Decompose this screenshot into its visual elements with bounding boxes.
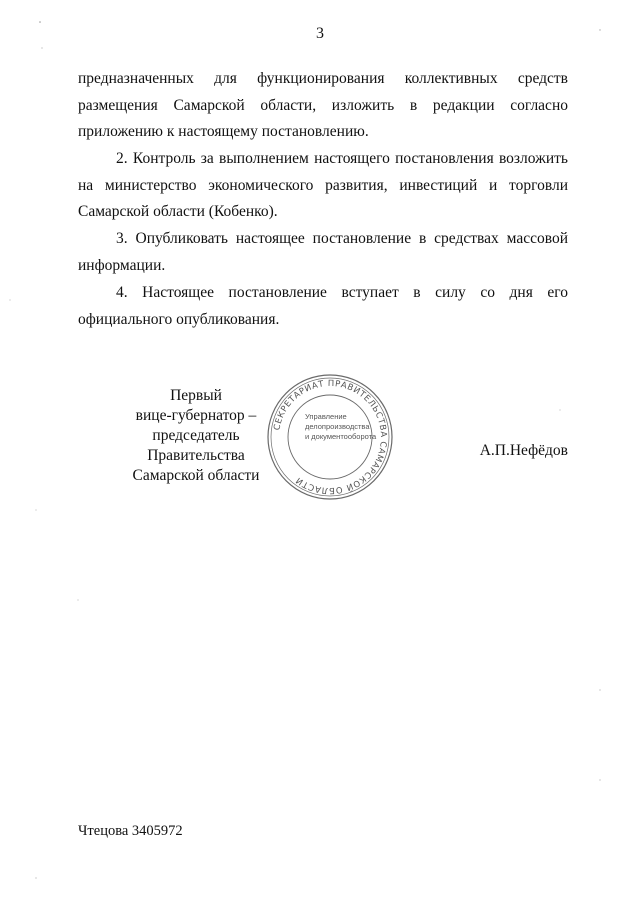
paragraph-line: информации.: [78, 256, 166, 274]
paragraph-line: 3. Опубликовать настоящее постановление в средствах массовой: [116, 230, 568, 247]
stamp-center-line: и документооборота: [305, 432, 377, 441]
executor-footer: Чтецова 3405972: [78, 823, 183, 839]
stamp-ring-text: СЕКРЕТАРИАТ ПРАВИТЕЛЬСТВА САМАРСКОЙ ОБЛАСТИ: [272, 378, 389, 496]
signer-title-line: председатель Правительства: [147, 427, 245, 464]
paragraph-line: Самарской области (Кобенко).: [78, 203, 278, 220]
signer-name: А.П.Нефёдов: [479, 442, 568, 459]
stamp-center-line: делопроизводства: [305, 422, 370, 431]
paragraph-line: размещения Самарской области, изложить в редакции согласно: [78, 96, 568, 114]
paragraph-line: приложению к настоящему постановлению.: [78, 123, 369, 140]
stamp-center-line: Управление: [305, 412, 347, 421]
paragraph-line: предназначенных для функционирования коллективных средств: [78, 70, 568, 87]
paragraph-line: 2. Контроль за выполнением настоящего постановления возложить: [116, 150, 568, 167]
paragraph-line: официального опубликования.: [78, 310, 280, 328]
page-number: 3: [316, 25, 324, 42]
signer-title-line: вице-губернатор –: [135, 407, 257, 424]
signer-title-line: Первый: [170, 387, 222, 404]
paragraph-line: на министерство экономического развития, инвестиций и торговли: [78, 176, 568, 194]
signer-title-line: Самарской области: [132, 467, 260, 484]
paragraph-line: 4. Настоящее постановление вступает в силу со дня его: [116, 284, 568, 301]
